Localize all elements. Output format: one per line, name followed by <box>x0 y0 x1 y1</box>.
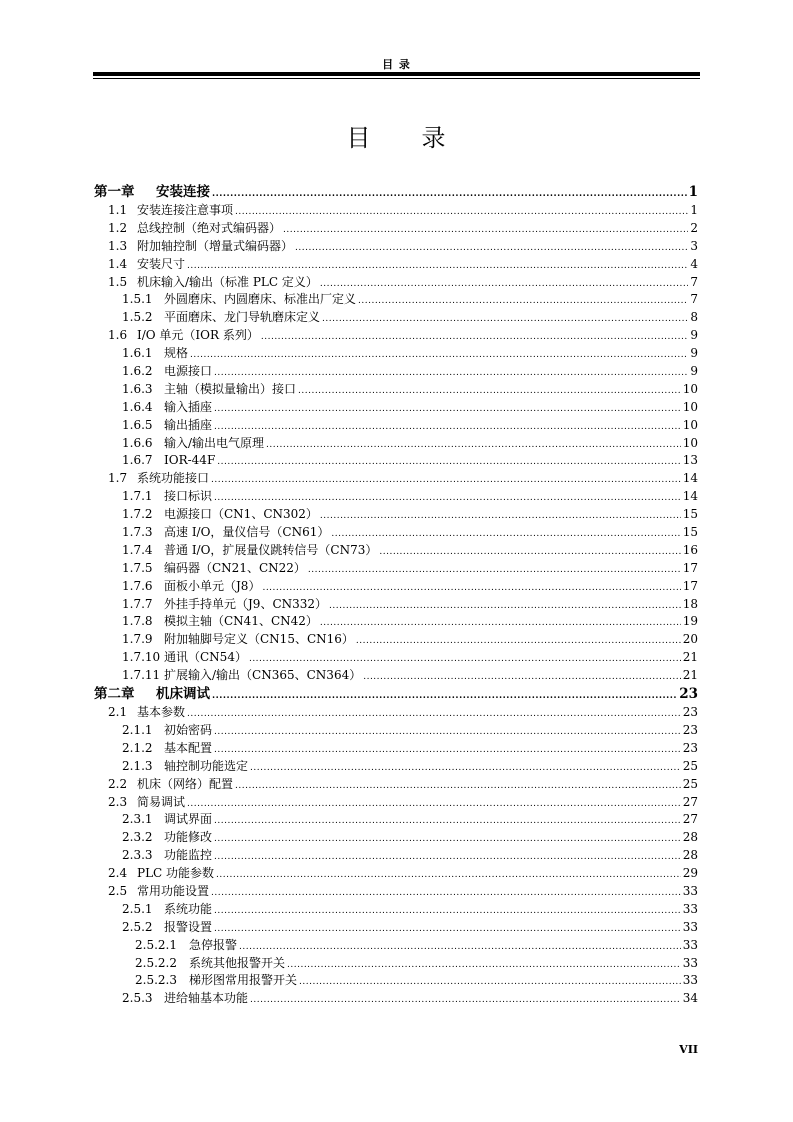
toc-entry-number: 1.7.10 <box>122 650 161 665</box>
toc-entry-label: 高速 I/O，量仪信号（CN61） <box>164 525 330 540</box>
toc-entry-page: 1 <box>690 203 698 217</box>
toc-entry-page: 29 <box>682 866 698 881</box>
toc-entry[interactable] <box>94 291 698 309</box>
toc-entry-number: 2.3.1 <box>122 812 153 827</box>
toc-entry-number: 1.7.3 <box>122 525 153 540</box>
toc-entry-label: 急停报警 <box>189 937 238 952</box>
toc-entry-page: 9 <box>690 328 698 343</box>
toc-entry[interactable] <box>94 829 698 847</box>
toc-entry-page: 16 <box>682 542 698 557</box>
toc-entry-number: 1.1 <box>108 203 128 217</box>
toc-entry-number: 1.7.9 <box>122 632 153 647</box>
toc-entry[interactable] <box>94 238 698 256</box>
toc-entry-label: 安装尺寸 <box>137 256 186 271</box>
toc-entry-label: 编码器（CN21、CN22） <box>164 560 306 575</box>
toc-entry-number: 1.7.4 <box>122 542 153 557</box>
toc-entry[interactable] <box>94 740 698 758</box>
toc-entry-page: 7 <box>690 292 698 307</box>
toc-entry-label: 功能修改 <box>164 830 213 845</box>
toc-entry-label: 普通 I/O，扩展量仪跳转信号（CN73） <box>164 542 378 557</box>
toc-entry[interactable] <box>94 345 698 363</box>
toc-entry[interactable] <box>94 542 698 560</box>
toc-entry-label: 电源接口（CN1、CN302） <box>164 507 318 522</box>
toc-entry-page: 33 <box>682 937 698 952</box>
toc-entry[interactable] <box>94 631 698 649</box>
toc-entry[interactable] <box>94 901 698 919</box>
toc-entry-label: 系统功能 <box>164 901 213 916</box>
toc-entry-label: 安装连接 <box>156 184 210 200</box>
toc-entry-label: 规格 <box>164 346 189 361</box>
toc-entry[interactable] <box>94 470 698 488</box>
toc-entry-page: 20 <box>682 632 698 647</box>
toc-entry-page: 4 <box>690 256 698 271</box>
toc-entry-label: I/O 单元（IOR 系列） <box>137 328 259 343</box>
toc-entry-page: 2 <box>690 220 698 235</box>
toc-entry[interactable] <box>94 578 698 596</box>
toc-entry-number: 1.5.1 <box>122 292 153 307</box>
toc-entry-label: PLC 功能参数 <box>137 866 215 881</box>
toc-entry-page: 27 <box>682 812 698 827</box>
toc-entry-number: 1.7.1 <box>122 489 153 504</box>
toc-entry-page: 17 <box>682 560 698 575</box>
toc-entry[interactable] <box>94 667 698 685</box>
toc-entry[interactable] <box>94 972 698 990</box>
toc-entry-page: 28 <box>682 848 698 863</box>
toc-entry-number: 第一章 <box>94 184 135 200</box>
toc-entry-label: 系统其他报警开关 <box>189 955 286 970</box>
toc-entry-number: 1.7 <box>108 471 128 486</box>
toc-entry-label: 系统功能接口 <box>137 471 210 486</box>
toc-entry[interactable] <box>94 811 698 829</box>
toc-entry[interactable] <box>94 309 698 327</box>
toc-entry-label: 电源接口 <box>164 364 213 379</box>
toc-entry-label: 机床（网络）配置 <box>137 776 234 791</box>
toc-entry-number: 2.4 <box>108 866 128 881</box>
toc-entry-label: 主轴（模拟量输出）接口 <box>164 381 297 396</box>
toc-entry-number: 1.6.2 <box>122 364 153 379</box>
toc-entry-page: 1 <box>688 184 698 200</box>
toc-entry-page: 15 <box>682 507 698 522</box>
toc-entry-page: 19 <box>682 614 698 629</box>
toc-entry[interactable] <box>94 883 698 901</box>
toc-entry-page: 10 <box>682 435 698 450</box>
toc-entry-page: 8 <box>690 310 698 325</box>
toc-entry[interactable] <box>94 704 698 722</box>
toc-entry-number: 1.7.5 <box>122 560 153 575</box>
toc-entry-page: 9 <box>690 364 698 379</box>
toc-entry-label: 输出插座 <box>164 417 213 432</box>
toc-dot-leader <box>212 183 687 204</box>
toc-entry-number: 1.6 <box>108 328 128 343</box>
toc-entry-number: 2.3.2 <box>122 830 153 845</box>
toc-entry[interactable] <box>94 274 698 292</box>
toc-entry-number: 1.7.6 <box>122 578 153 593</box>
toc-entry-page: 23 <box>679 686 698 703</box>
toc-entry-number: 1.6.5 <box>122 417 153 432</box>
toc-entry-page: 14 <box>682 489 698 504</box>
toc-entry[interactable] <box>94 596 698 614</box>
toc-entry-number: 2.5.2 <box>122 919 153 934</box>
page-title: 目 录 <box>346 124 447 152</box>
toc-entry[interactable] <box>94 327 698 345</box>
toc-entry-number: 2.5.1 <box>122 901 153 916</box>
toc-entry-number: 1.5.2 <box>122 310 153 325</box>
toc-entry[interactable] <box>94 399 698 417</box>
toc-entry-page: 28 <box>682 830 698 845</box>
toc-entry-number: 第二章 <box>94 686 135 703</box>
toc-entry-number: 2.2 <box>108 776 128 791</box>
toc-entry-number: 1.7.7 <box>122 596 153 611</box>
toc-entry-number: 2.1.1 <box>122 722 153 737</box>
toc-entry-page: 10 <box>682 399 698 414</box>
toc-entry-number: 1.6.3 <box>122 381 153 396</box>
toc-entry-number: 2.5.3 <box>122 991 153 1006</box>
running-header: 目 录 <box>382 58 411 71</box>
toc-entry-number: 1.7.8 <box>122 614 153 629</box>
toc-entry[interactable] <box>94 417 698 435</box>
toc-entry-page: 7 <box>690 274 698 289</box>
toc-entry-label: 模拟主轴（CN41、CN42） <box>164 614 318 629</box>
table-of-contents <box>94 183 698 1008</box>
toc-entry[interactable] <box>94 722 698 740</box>
toc-entry-page: 23 <box>682 705 698 720</box>
toc-entry-label: 附加轴脚号定义（CN15、CN16） <box>164 632 354 647</box>
toc-entry-label: 附加轴控制（增量式编码器） <box>137 238 294 253</box>
toc-entry[interactable] <box>94 524 698 542</box>
toc-entry-page: 25 <box>682 758 698 773</box>
toc-entry-number: 2.3 <box>108 794 128 809</box>
header-rule-thick <box>93 72 700 76</box>
toc-entry-page: 33 <box>682 883 698 898</box>
toc-entry-label: 外挂手持单元（J9、CN332） <box>164 596 328 611</box>
toc-entry-number: 1.4 <box>108 256 128 271</box>
toc-entry-page: 18 <box>682 596 698 611</box>
toc-entry-page: 14 <box>682 471 698 486</box>
toc-entry-page: 23 <box>682 740 698 755</box>
toc-entry-label: 扩展输入/输出（CN365、CN364） <box>164 668 362 683</box>
toc-entry-label: 常用功能设置 <box>137 883 210 898</box>
toc-entry-number: 1.7.11 <box>122 668 161 683</box>
toc-entry-number: 1.6.4 <box>122 399 153 414</box>
toc-entry[interactable] <box>94 847 698 865</box>
toc-entry-label: 功能监控 <box>164 848 213 863</box>
toc-entry[interactable] <box>94 865 698 883</box>
toc-entry[interactable] <box>94 919 698 937</box>
toc-entry[interactable] <box>94 202 698 220</box>
toc-entry-page: 23 <box>682 722 698 737</box>
toc-entry-page: 34 <box>682 991 698 1006</box>
toc-dot-leader <box>250 990 681 1010</box>
toc-entry[interactable] <box>94 506 698 524</box>
toc-entry[interactable] <box>94 560 698 578</box>
toc-entry[interactable] <box>94 937 698 955</box>
toc-entry[interactable] <box>94 488 698 506</box>
toc-entry-number: 1.6.6 <box>122 435 153 450</box>
toc-entry-page: 33 <box>682 901 698 916</box>
toc-entry-label: 平面磨床、龙门导轨磨床定义 <box>164 310 321 325</box>
toc-entry-page: 33 <box>682 955 698 970</box>
toc-entry-page: 25 <box>682 776 698 791</box>
toc-entry-label: 面板小单元（J8） <box>164 578 261 593</box>
toc-entry-number: 2.5 <box>108 883 128 898</box>
toc-entry-number: 2.5.2.3 <box>135 973 177 988</box>
toc-entry-page: 33 <box>682 973 698 988</box>
toc-entry-page: 15 <box>682 525 698 540</box>
toc-entry[interactable] <box>94 363 698 381</box>
toc-entry-label: 调试界面 <box>164 812 213 827</box>
toc-entry-page: 21 <box>682 668 698 683</box>
toc-entry[interactable] <box>94 990 698 1008</box>
toc-entry-label: 梯形图常用报警开关 <box>189 973 298 988</box>
toc-entry-label: 总线控制（绝对式编码器） <box>137 220 282 235</box>
toc-entry-page: 3 <box>690 238 698 253</box>
toc-entry-number: 2.5.2.1 <box>135 937 177 952</box>
toc-entry-label: 输入插座 <box>164 399 213 414</box>
toc-entry-number: 2.1.2 <box>122 740 153 755</box>
toc-entry-number: 1.5 <box>108 274 128 289</box>
toc-entry[interactable] <box>94 776 698 794</box>
toc-entry-label: 进给轴基本功能 <box>164 991 249 1006</box>
toc-entry-number: 1.2 <box>108 220 128 235</box>
toc-entry-label: 接口标识 <box>164 489 213 504</box>
toc-entry[interactable] <box>94 452 698 470</box>
toc-entry-number: 1.3 <box>108 238 128 253</box>
toc-chapter-entry[interactable] <box>94 685 698 704</box>
toc-entry-label: IOR-44F <box>164 453 216 468</box>
toc-entry-label: 输入/输出电气原理 <box>164 435 265 450</box>
toc-entry-page: 9 <box>690 346 698 361</box>
toc-entry-page: 10 <box>682 417 698 432</box>
toc-entry[interactable] <box>94 613 698 631</box>
toc-entry-label: 初始密码 <box>164 722 213 737</box>
toc-entry-label: 报警设置 <box>164 919 213 934</box>
toc-entry-label: 通讯（CN54） <box>164 650 247 665</box>
toc-entry-page: 10 <box>682 381 698 396</box>
toc-entry-page: 13 <box>682 453 698 468</box>
toc-entry[interactable] <box>94 758 698 776</box>
toc-entry-number: 2.5.2.2 <box>135 955 177 970</box>
toc-entry[interactable] <box>94 381 698 399</box>
toc-entry-page: 33 <box>682 919 698 934</box>
toc-entry-number: 2.3.3 <box>122 848 153 863</box>
toc-entry[interactable] <box>94 256 698 274</box>
toc-entry-label: 简易调试 <box>137 794 186 809</box>
toc-entry[interactable] <box>94 794 698 812</box>
toc-entry-number: 1.6.1 <box>122 346 153 361</box>
toc-entry-label: 基本配置 <box>164 740 213 755</box>
toc-entry-page: 17 <box>682 578 698 593</box>
toc-entry-page: 27 <box>682 794 698 809</box>
toc-entry-page: 21 <box>682 650 698 665</box>
toc-dot-leader <box>212 685 677 706</box>
toc-entry-label: 基本参数 <box>137 705 186 720</box>
toc-entry-number: 1.7.2 <box>122 507 153 522</box>
toc-entry-number: 2.1 <box>108 705 128 720</box>
header-rule-thin <box>93 78 700 79</box>
toc-entry[interactable] <box>94 220 698 238</box>
toc-entry[interactable] <box>94 955 698 973</box>
toc-chapter-entry[interactable] <box>94 183 698 202</box>
toc-entry-label: 机床调试 <box>156 686 210 703</box>
page-number: VII <box>679 1043 698 1056</box>
toc-entry-label: 外圆磨床、内圆磨床、标准出厂定义 <box>164 292 357 307</box>
toc-entry-label: 机床输入/输出（标准 PLC 定义） <box>137 274 318 289</box>
toc-entry-label: 安装连接注意事项 <box>137 203 234 217</box>
toc-entry-label: 轴控制功能选定 <box>164 758 249 773</box>
toc-entry[interactable] <box>94 649 698 667</box>
toc-entry-number: 1.6.7 <box>122 453 153 468</box>
toc-entry-number: 2.1.3 <box>122 758 153 773</box>
toc-entry[interactable] <box>94 435 698 453</box>
